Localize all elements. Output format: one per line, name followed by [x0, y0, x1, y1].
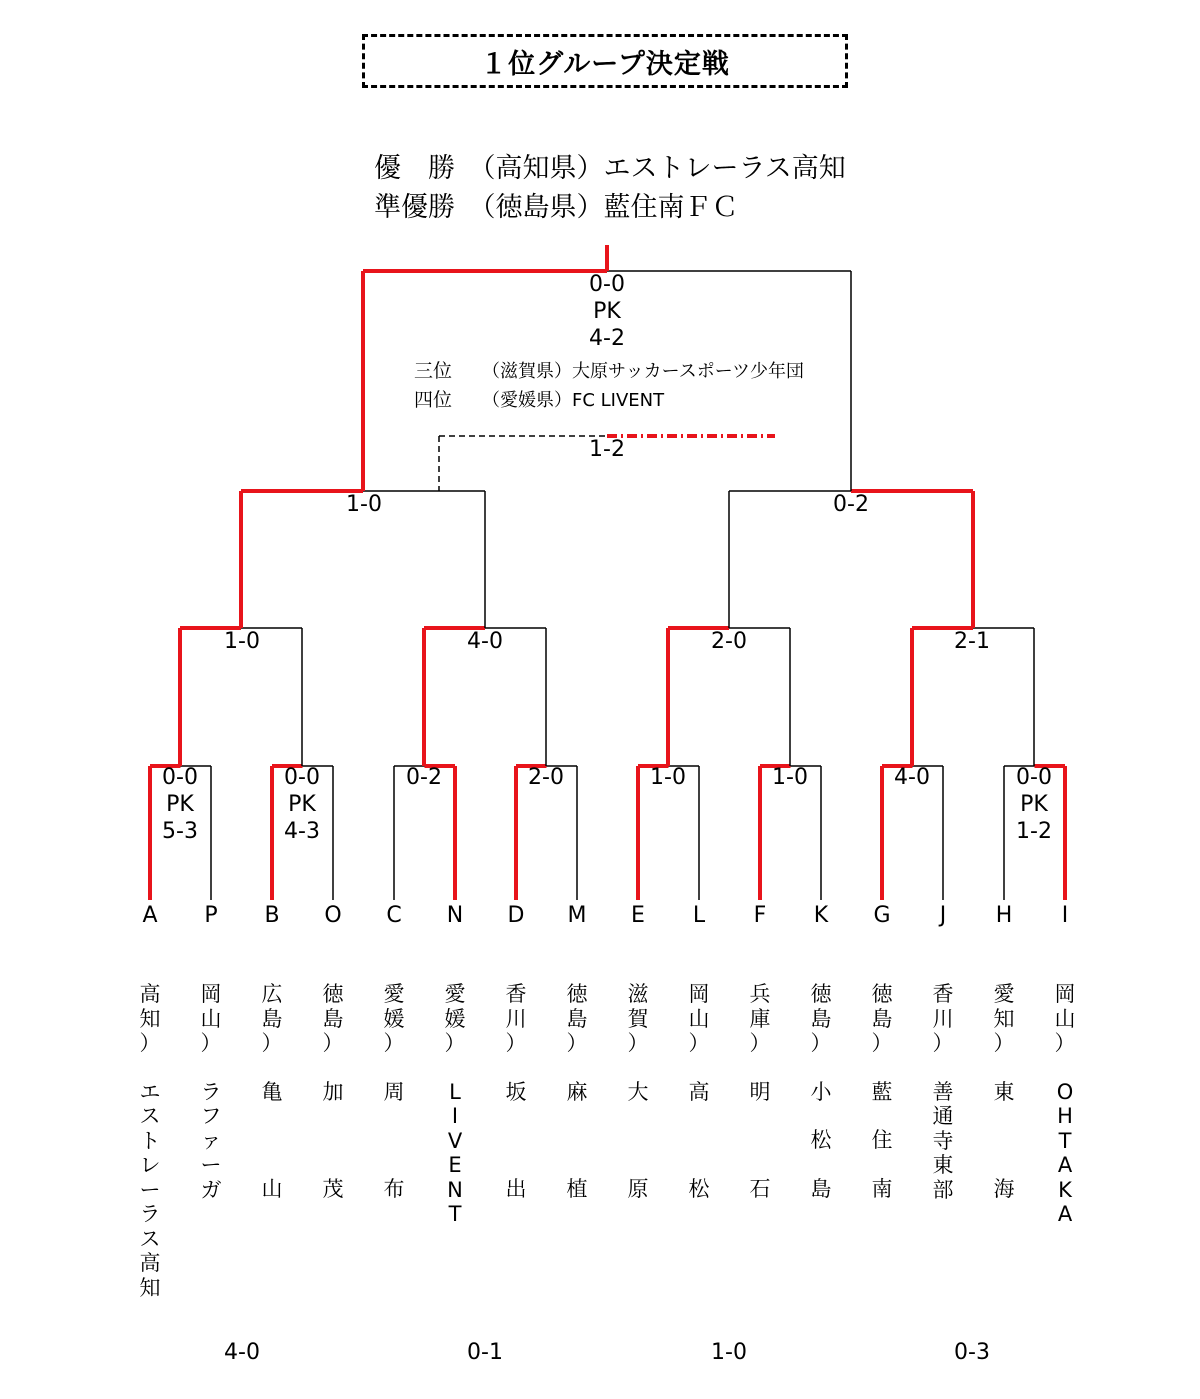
final-pk-label: PK: [593, 299, 621, 324]
r1-8-pk-label: PK: [1020, 792, 1048, 817]
r1-2-pk-score: 4-3: [284, 819, 320, 844]
team-code-c: C: [386, 903, 402, 928]
team-code-m: M: [567, 903, 587, 928]
r1-8-score: [1016, 764, 1052, 845]
r1-2-pk-label: PK: [288, 792, 316, 817]
r1-8-score-line-1: 0-0: [1016, 765, 1052, 790]
qf-4-score: 2-1: [954, 629, 990, 654]
r1-1-pk-label: PK: [166, 792, 194, 817]
team-code-a: A: [142, 903, 158, 928]
winner-line: 優 勝 （高知県）エストレーラス高知: [374, 153, 846, 184]
r1-8-pk-score: 1-2: [1016, 819, 1052, 844]
semi-right-score: 0-2: [833, 492, 869, 517]
r1-2-score: [284, 764, 320, 845]
team-code-j: J: [939, 903, 947, 928]
consolation-2-score: 0-1: [467, 1340, 503, 1365]
third-place-team: （滋賀県）大原サッカースポーツ少年団: [482, 361, 805, 382]
team-code-l: L: [692, 903, 706, 928]
final-score-line-1: 0-0: [589, 272, 625, 297]
team-code-k: K: [813, 903, 829, 928]
team-code-o: O: [324, 903, 342, 928]
r1-3-score: 0-2: [406, 765, 442, 790]
r1-6-score: 1-0: [772, 765, 808, 790]
third-place-label: 三位: [414, 360, 453, 382]
team-name-j: 香 川 ） 善 通 寺 東 部: [932, 982, 954, 1202]
team-code-n: N: [446, 903, 464, 928]
r1-5-score: 1-0: [650, 765, 686, 790]
consolation-3-score: 1-0: [711, 1340, 747, 1365]
qf-1-score: 1-0: [224, 629, 260, 654]
team-name-f: 兵 庫 ） 明 石: [749, 982, 771, 1201]
page-title: １位グループ決定戦: [362, 34, 848, 88]
consolation-1-score: 4-0: [224, 1340, 260, 1365]
team-name-b: 広 島 ） 亀 山: [261, 982, 283, 1201]
team-name-h: 愛 知 ） 東 海: [993, 982, 1015, 1201]
team-name-k: 徳 島 ） 小 松 島: [810, 982, 832, 1201]
r1-1-pk-score: 5-3: [162, 819, 198, 844]
r1-1-score: [162, 764, 198, 845]
qf-2-score: 4-0: [467, 629, 503, 654]
team-code-h: H: [995, 903, 1013, 928]
team-code-i: I: [1061, 903, 1069, 928]
team-name-m: 徳 島 ） 麻 植: [566, 982, 588, 1201]
team-code-f: F: [753, 903, 767, 928]
team-name-o: 徳 島 ） 加 茂: [322, 982, 344, 1201]
r1-4-score: 2-0: [528, 765, 564, 790]
final-score: [589, 271, 625, 352]
team-name-p: 岡 山 ） ラ フ ァ ー ガ: [200, 982, 222, 1202]
team-name-e: 滋 賀 ） 大 原: [627, 982, 649, 1201]
runner-up-line: 準優勝 （徳島県）藍住南ＦＣ: [374, 192, 739, 223]
team-name-a: 高 知 ） エ ス ト レ ー ラ ス 高 知: [139, 982, 161, 1300]
third-place-score: 1-2: [589, 437, 625, 462]
fourth-place-label: 四位: [414, 389, 453, 411]
team-name-l: 岡 山 ） 高 松: [688, 982, 710, 1201]
team-name-c: 愛 媛 ） 周 布: [383, 982, 405, 1201]
team-name-d: 香 川 ） 坂 出: [505, 982, 527, 1201]
qf-3-score: 2-0: [711, 629, 747, 654]
team-name-i: 岡 山 ） O H T A K A: [1054, 982, 1076, 1226]
team-name-g: 徳 島 ） 藍 住 南: [871, 982, 893, 1201]
team-code-b: B: [264, 903, 280, 928]
team-name-n: 愛 媛 ） L I V E N T: [444, 982, 466, 1226]
consolation-4-score: 0-3: [954, 1340, 990, 1365]
r1-1-score-line-1: 0-0: [162, 765, 198, 790]
r1-7-score: 4-0: [894, 765, 930, 790]
fourth-place-team: （愛媛県）FC LIVENT: [482, 390, 665, 411]
semi-left-score: 1-0: [346, 492, 382, 517]
team-code-g: G: [873, 903, 891, 928]
team-code-p: P: [204, 903, 218, 928]
team-code-d: D: [507, 903, 525, 928]
team-code-e: E: [631, 903, 645, 928]
r1-2-score-line-1: 0-0: [284, 765, 320, 790]
final-pk-score: 4-2: [589, 326, 625, 351]
